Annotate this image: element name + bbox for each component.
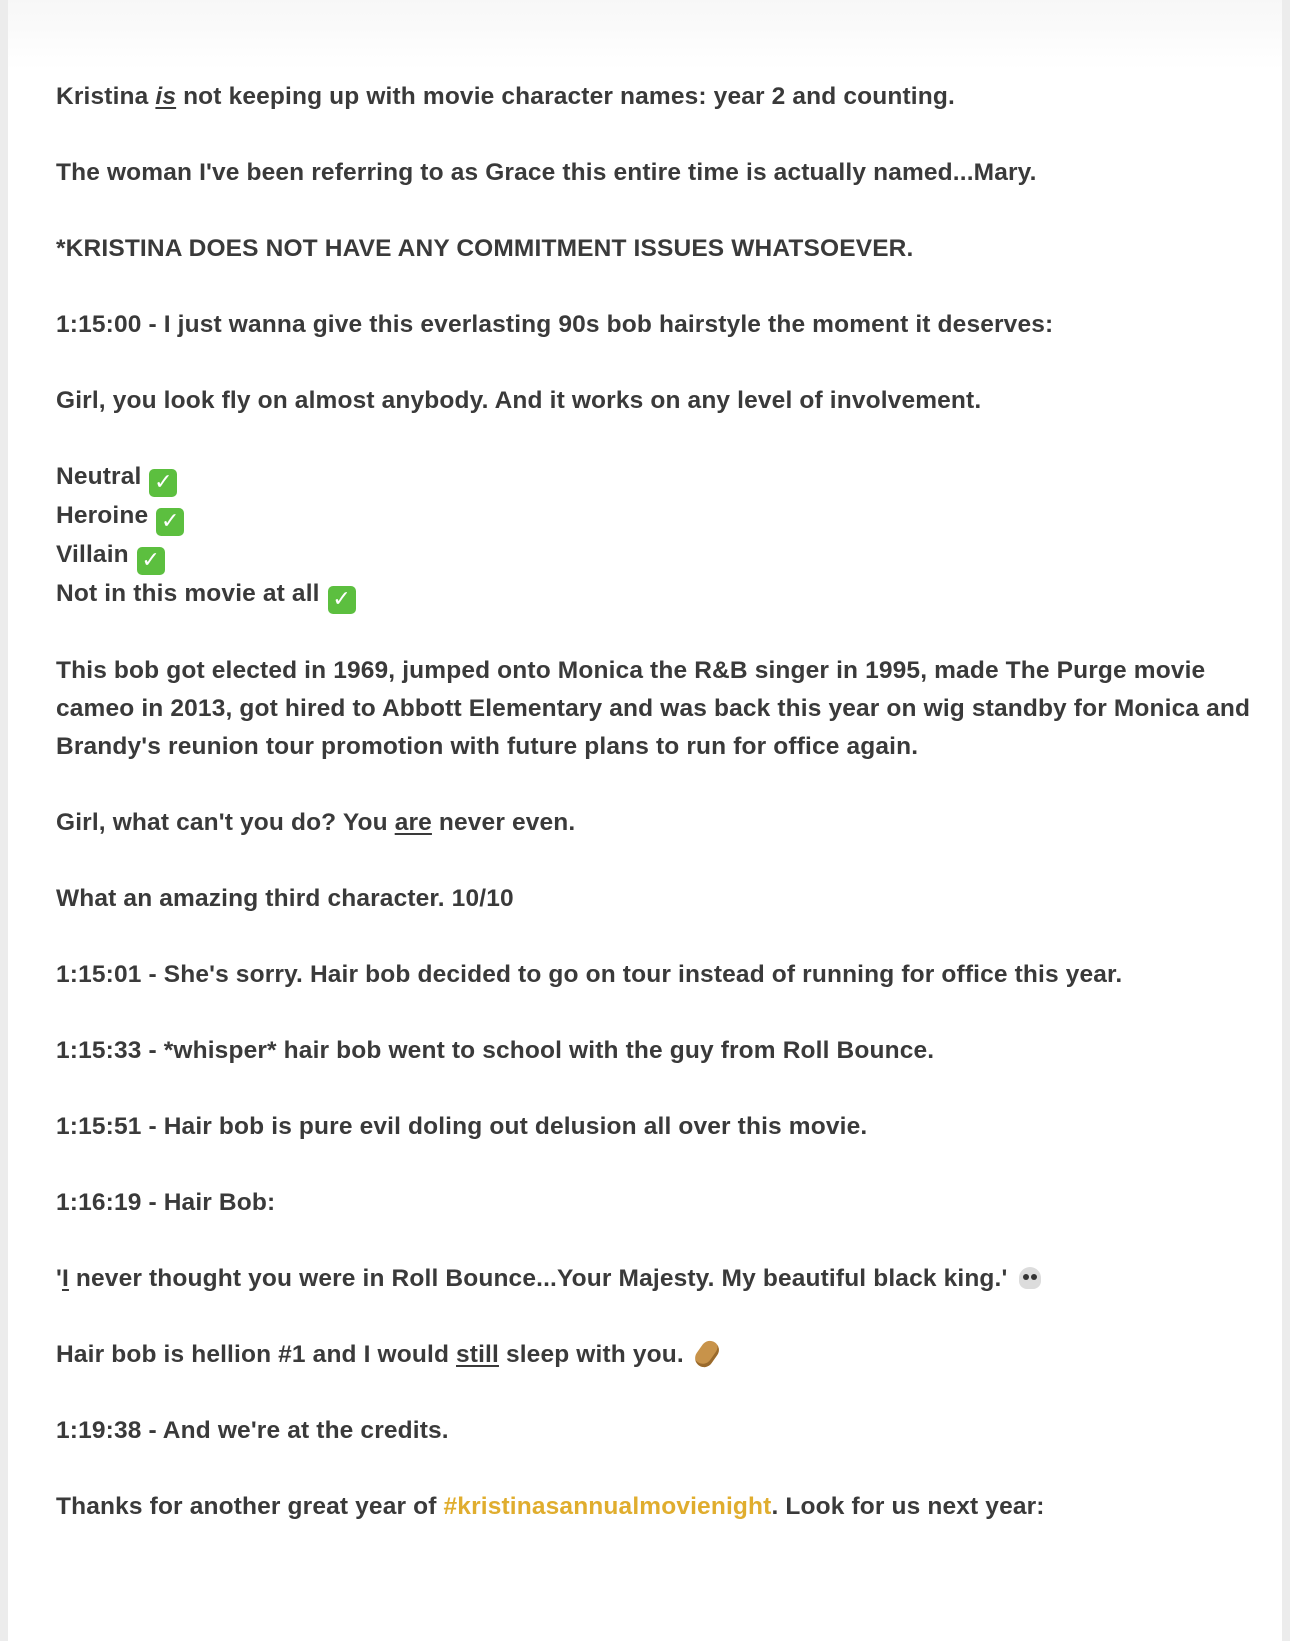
note-body[interactable]	[56, 78, 1256, 1564]
text-run: Girl, what can't you do? You	[56, 809, 395, 836]
note-line: *KRISTINA DOES NOT HAVE ANY COMMITMENT ISSUES WHATSOEVER.	[56, 235, 914, 262]
note-line: 1:16:19 - Hair Bob:	[56, 1189, 276, 1216]
note-line	[56, 1488, 1256, 1526]
text-run: sleep with you.	[498, 1341, 684, 1368]
checklist	[56, 458, 1256, 614]
checklist-label: Heroine	[56, 502, 149, 529]
text-run: Hair bob is hellion #1 and I would	[56, 1341, 457, 1368]
text-run: . Look for us next year:	[771, 1493, 1045, 1520]
note-line: What an amazing third character. 10/10	[56, 885, 514, 912]
note-line	[56, 804, 1256, 842]
text-run: '	[56, 1265, 62, 1292]
note-line: 1:15:33 - *whisper* hair bob went to school with the guy from Roll Bounce.	[56, 1037, 935, 1064]
checklist-label: Neutral	[56, 463, 142, 490]
peanut-icon	[691, 1337, 722, 1370]
note-line	[56, 1260, 1256, 1298]
underlined-text: are	[394, 809, 432, 836]
note-page	[8, 0, 1282, 1641]
checklist-item	[56, 536, 1256, 575]
note-line: 1:15:01 - She's sorry. Hair bob decided to go on tour instead of running for office this year.	[56, 961, 1123, 988]
note-line: 1:15:00 - I just wanna give this everlasting 90s bob hairstyle the moment it deserves:	[56, 311, 1054, 338]
checklist-item	[56, 497, 1256, 536]
checklist-label: Villain	[56, 541, 129, 568]
skull-icon	[1019, 1267, 1041, 1289]
text-run: never thought you were in Roll Bounce...Your Majesty. My beautiful black king.'	[68, 1265, 1008, 1292]
emphasis-text: is	[155, 83, 177, 110]
text-run: never even.	[431, 809, 576, 836]
note-paragraph: This bob got elected in 1969, jumped onto Monica the R&B singer in 1995, made The Purge movie cameo in 2013, got hired to Abbott Elementary and was back this year on wig standby for Monica and Brandy's reunion tour promotion with future plans to run for office again.	[56, 657, 1251, 760]
checklist-label: Not in this movie at all	[56, 580, 320, 607]
underlined-text: still	[456, 1341, 499, 1368]
note-line: The woman I've been referring to as Grace this entire time is actually named...Mary.	[56, 159, 1037, 186]
note-line: 1:19:38 - And we're at the credits.	[56, 1417, 449, 1444]
hashtag-link[interactable]: #kristinasannualmovienight	[443, 1493, 772, 1520]
check-mark-icon: ✓	[149, 469, 177, 497]
checklist-item	[56, 458, 1256, 497]
underlined-text: I	[61, 1265, 69, 1292]
top-fade	[8, 0, 1282, 70]
check-mark-icon: ✓	[328, 586, 356, 614]
checklist-item	[56, 575, 1256, 614]
note-line: Girl, you look fly on almost anybody. And it works on any level of involvement.	[56, 387, 982, 414]
check-mark-icon: ✓	[137, 547, 165, 575]
note-line	[56, 78, 1256, 116]
text-run: Thanks for another great year of	[56, 1493, 444, 1520]
check-mark-icon: ✓	[156, 508, 184, 536]
note-line: 1:15:51 - Hair bob is pure evil doling out delusion all over this movie.	[56, 1113, 868, 1140]
text-run: not keeping up with movie character names: year 2 and counting.	[176, 83, 955, 110]
note-line	[56, 1336, 1256, 1374]
text-run: Kristina	[56, 83, 156, 110]
